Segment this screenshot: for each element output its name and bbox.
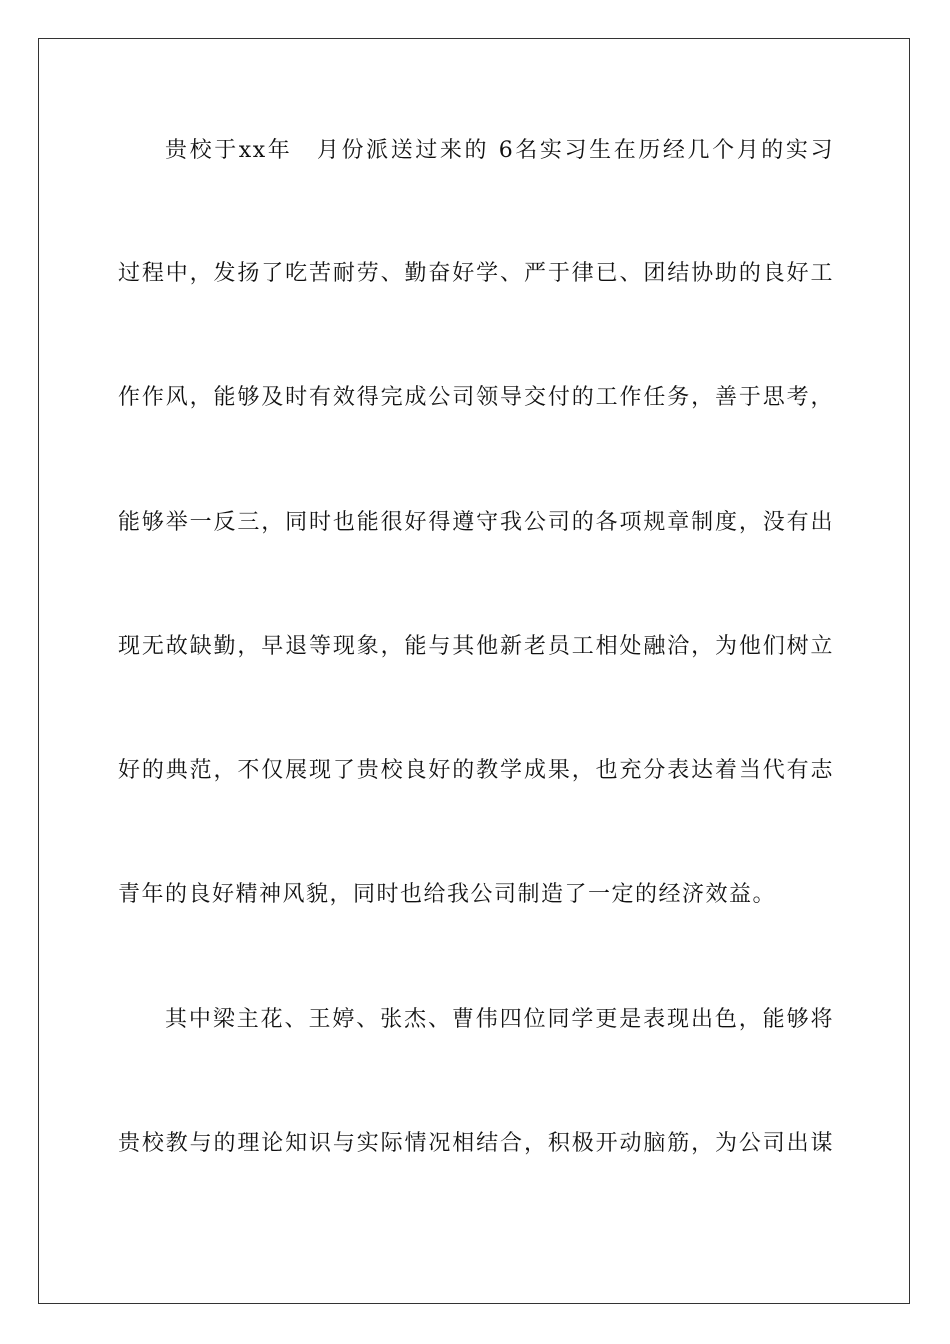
- paragraph-1-line-4: 能够举一反三，同时也能很好得遵守我公司的各项规章制度，没有出: [118, 510, 834, 535]
- paragraph-2-line-1: 其中梁主花、王婷、张杰、曹伟四位同学更是表现出色，能够将: [165, 1007, 834, 1032]
- paragraph-2-line-2: 贵校教与的理论知识与实际情况相结合，积极开动脑筋，为公司出谋: [118, 1131, 834, 1156]
- paragraph-1-line-2: 过程中，发扬了吃苦耐劳、勤奋好学、严于律已、团结协助的良好工: [118, 261, 834, 286]
- paragraph-1-line-3: 作作风，能够及时有效得完成公司领导交付的工作任务，善于思考，: [118, 385, 834, 410]
- paragraph-1-line-5: 现无故缺勤，早退等现象，能与其他新老员工相处融洽，为他们树立: [118, 634, 834, 659]
- page-border: [38, 38, 910, 1304]
- paragraph-1-line-1: 贵校于xx年 月份派送过来的 6名实习生在历经几个月的实习: [165, 138, 834, 163]
- paragraph-1-line-6: 好的典范，不仅展现了贵校良好的教学成果，也充分表达着当代有志: [118, 758, 834, 783]
- paragraph-1-line-7: 青年的良好精神风貌，同时也给我公司制造了一定的经济效益。: [118, 882, 777, 907]
